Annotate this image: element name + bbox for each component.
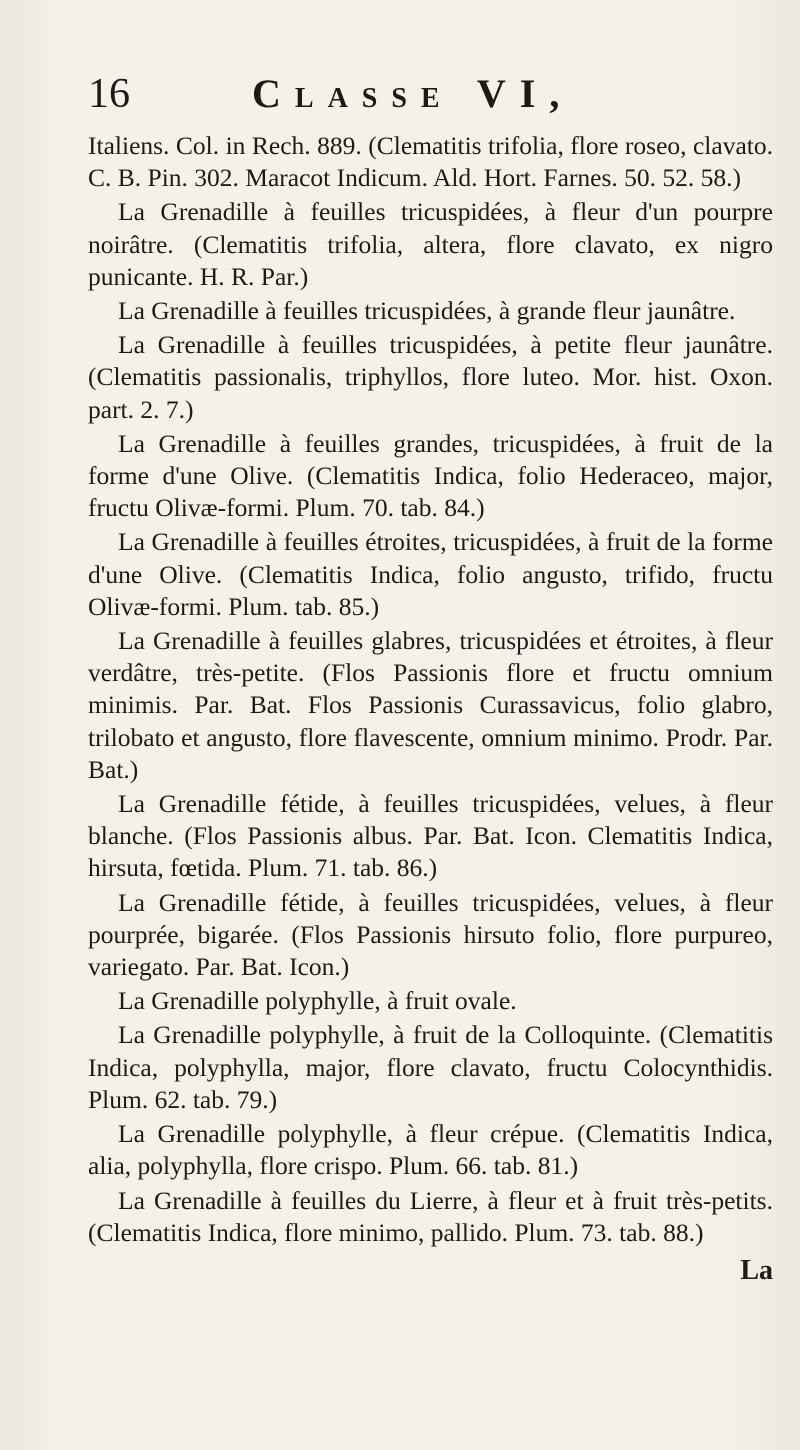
page-header: [88, 70, 773, 130]
paragraph: La Grenadille à feuilles tricuspidées, à fleur d'un pourpre noirâtre. (Clematitis trifolia, altera, flore clavato, ex nigro punicante. H. R. Par.): [88, 197, 773, 291]
paragraph: La Grenadille polyphylle, à fleur crépue. (Clematitis Indica, alia, polyphylla, flore crispo. Plum. 66. tab. 81.): [88, 1119, 773, 1181]
text-block: [88, 70, 773, 1287]
running-head: Classe VI,: [252, 71, 574, 116]
paragraph: La Grenadille à feuilles tricuspidées, à petite fleur jaunâtre. (Clematitis passionalis, triphyllos, flore luteo. Mor. hist. Oxon. part. 2. 7.): [88, 330, 773, 424]
paragraph: La Grenadille fétide, à feuilles tricuspidées, velues, à fleur blanche. (Flos Passionis albus. Par. Bat. Icon. Clematitis Indica, hirsuta, fœtida. Plum. 71. tab. 86.): [88, 789, 773, 883]
paragraph: La Grenadille à feuilles glabres, tricuspidées et étroites, à fleur verdâtre, très-petite. (Flos Passionis flore et fructu omnium minimis. Par. Bat. Flos Passionis Curassavicus, folio glabro, trilobato et angusto, flore flavescente, omnium minimo. Prodr. Par. Bat.): [88, 626, 773, 784]
paragraph: La Grenadille à feuilles du Lierre, à fleur et à fruit très-petits. (Clematitis Indica, flore minimo, pallido. Plum. 73. tab. 88.): [88, 1185, 773, 1247]
paragraph: La Grenadille à feuilles étroites, tricuspidées, à fruit de la forme d'une Olive. (Clematitis Indica, folio angusto, trifido, fructu Olivæ-formi. Plum. tab. 85.): [88, 527, 773, 621]
paragraph: La Grenadille à feuilles tricuspidées, à grande fleur jaunâtre.: [118, 296, 736, 326]
paragraph: Italiens. Col. in Rech. 889. (Clematitis trifolia, flore roseo, clavato. C. B. Pin. 302. Maracot Indicum. Ald. Hort. Farnes. 50. 52. 58.): [88, 131, 773, 193]
paragraph: La Grenadille fétide, à feuilles tricuspidées, velues, à fleur pourprée, bigarée. (Flos Passionis hirsuto folio, flore purpureo, variegato. Par. Bat. Icon.): [88, 887, 773, 982]
body-text: [88, 130, 773, 1249]
paragraph: La Grenadille polyphylle, à fruit de la Colloquinte. (Clematitis Indica, polyphylla, major, flore clavato, fructu Colocynthidis. Plum. 62. tab. 79.): [88, 1020, 773, 1114]
paragraph: La Grenadille à feuilles grandes, tricuspidées, à fruit de la forme d'une Olive. (Clematitis Indica, folio Hederaceo, major, fructu Olivæ-formi. Plum. 70. tab. 84.): [88, 428, 773, 523]
page-number: 16: [88, 71, 130, 117]
paragraph: La Grenadille polyphylle, à fruit ovale.: [118, 986, 517, 1016]
catchword: La: [740, 1254, 773, 1286]
